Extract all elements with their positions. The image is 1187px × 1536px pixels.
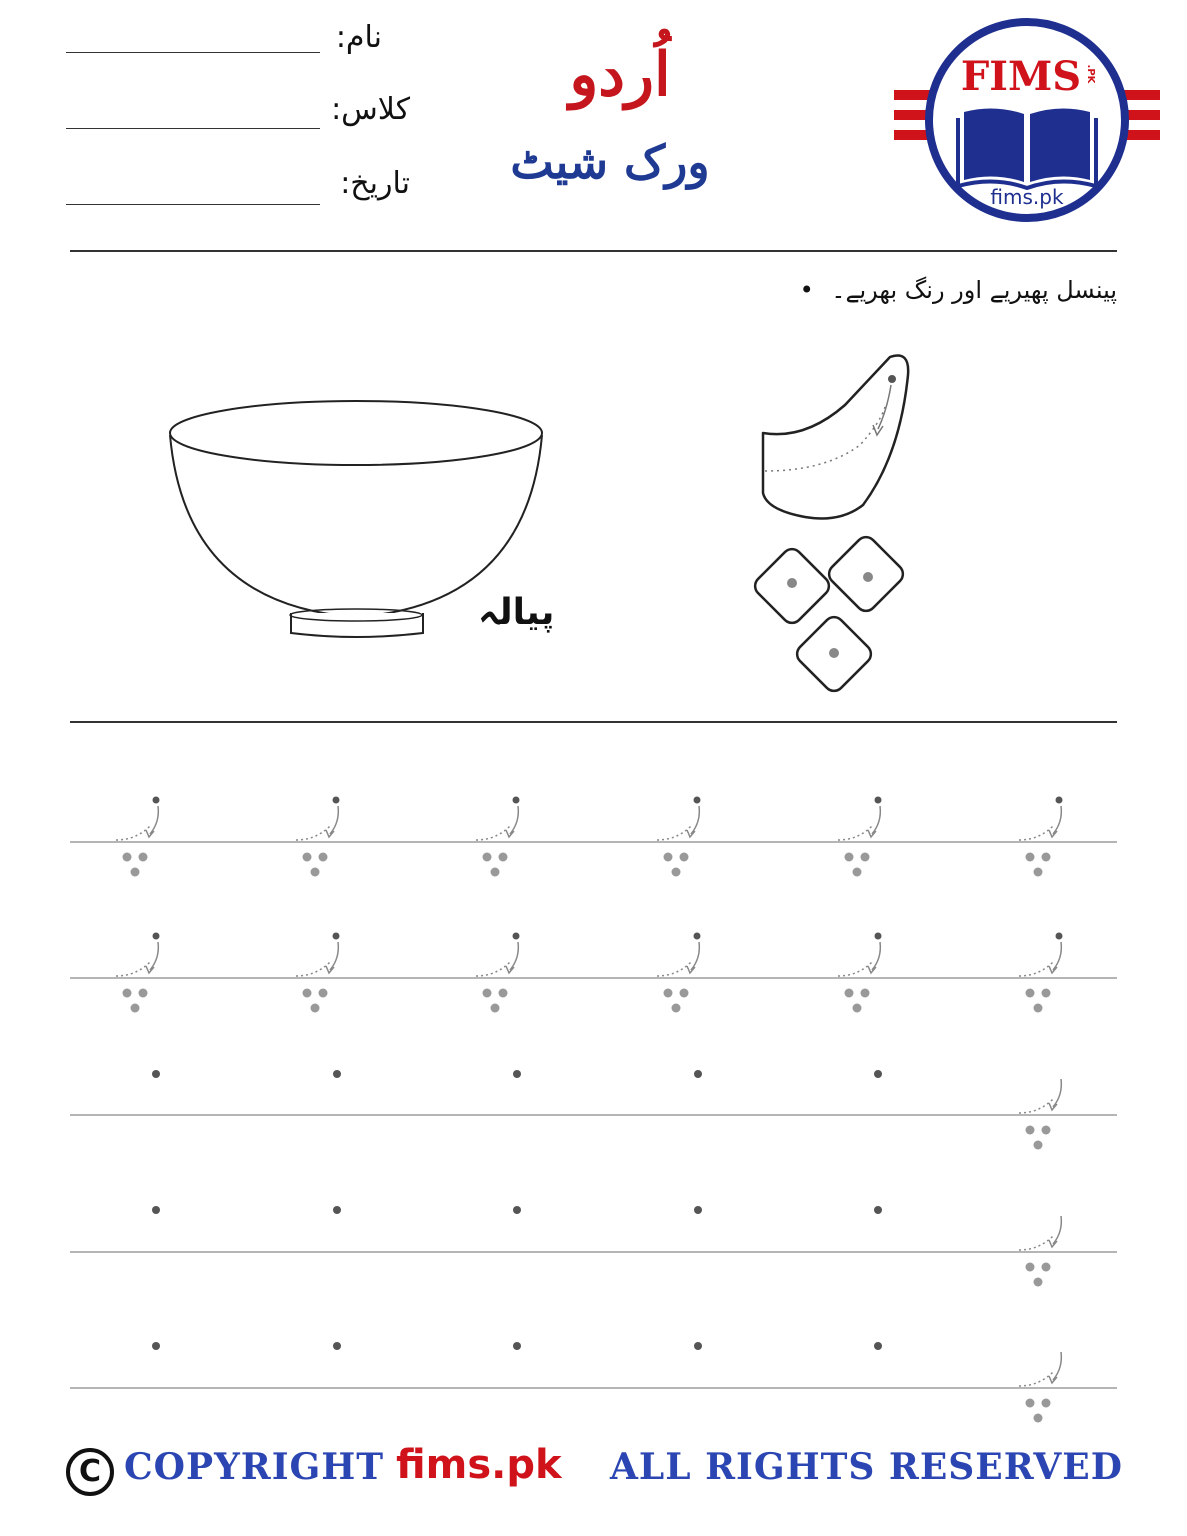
tracing-line-1 [70,841,1117,843]
name-label: نام: [335,20,382,55]
footer-copyright: COPYRIGHT [124,1446,385,1488]
tracing-line-5 [70,1387,1117,1389]
start-dots-row-3 [140,1060,900,1090]
instruction-text: پینسل پھیریے اور رنگ بھریے۔ [831,276,1117,304]
bullet-icon: • [799,276,814,304]
trace-letter[interactable] [832,790,892,885]
trace-letter[interactable] [651,790,711,885]
trace-letter[interactable] [290,790,350,885]
trace-letter[interactable] [1013,790,1073,885]
tracing-line-4 [70,1251,1117,1253]
instruction [800,276,1117,304]
trace-letter[interactable] [470,926,530,1021]
date-label: تاریخ: [340,166,410,201]
logo-badge: .PK [1085,64,1096,84]
fims-logo [894,14,1160,226]
trace-letter[interactable] [1013,1200,1073,1295]
class-line[interactable] [66,128,320,129]
picture-word: پیالہ [478,592,555,633]
trace-letter[interactable] [110,926,170,1021]
date-line[interactable] [66,204,320,205]
footer-rights: ALL RIGHTS RESERVED [610,1446,1123,1488]
page-subtitle: ورک شیٹ [510,135,710,189]
trace-letter[interactable] [1013,1063,1073,1158]
footer [66,1442,1126,1502]
copyright-icon: C [66,1448,114,1496]
name-line[interactable] [66,52,320,53]
page-title: اُردو [569,40,671,110]
divider-top [70,250,1117,252]
footer-site-link[interactable]: fims.pk [396,1442,562,1488]
divider-middle [70,721,1117,723]
trace-letter[interactable] [290,926,350,1021]
class-label: کلاس: [331,92,410,127]
trace-letter[interactable] [110,790,170,885]
logo-brand: FIMS [960,53,1082,100]
start-dots-row-5 [140,1332,900,1362]
tracing-line-3 [70,1114,1117,1116]
trace-letter[interactable] [1013,926,1073,1021]
start-dots-row-4 [140,1196,900,1226]
trace-letter[interactable] [470,790,530,885]
letter-outline[interactable] [745,345,920,700]
logo-site: fims.pk [990,185,1064,209]
trace-letter[interactable] [651,926,711,1021]
tracing-line-2 [70,977,1117,979]
trace-letter[interactable] [1013,1336,1073,1431]
trace-letter[interactable] [832,926,892,1021]
